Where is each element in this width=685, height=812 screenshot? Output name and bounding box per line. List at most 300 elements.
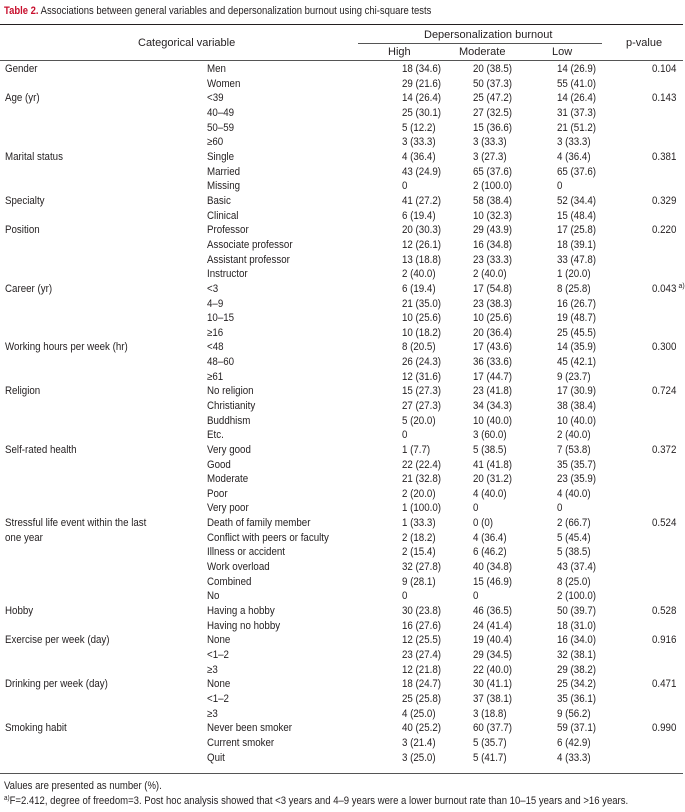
row-category [207,721,378,736]
row-variable [0,340,207,355]
cell-low-text: 4 (40.0) [557,487,591,500]
row-category-text: ≥3 [207,707,218,720]
cell-p-value [631,62,683,77]
cell-high [378,428,455,443]
cell-low-text: 5 (45.4) [557,531,591,544]
cell-p-value-text: 0.471 [652,678,677,691]
cell-p-value [631,619,683,634]
cell-low-text: 16 (34.0) [557,634,597,647]
row-category-text: Professor [207,224,249,237]
cell-high [378,648,455,663]
cell-moderate [455,340,539,355]
cell-low-text: 18 (31.0) [557,619,597,632]
cell-low-text: 38 (38.4) [557,400,597,413]
table-row [0,575,683,590]
cell-low [539,589,631,604]
cell-low [539,340,631,355]
row-category-text: ≥16 [207,326,224,339]
row-variable [0,692,207,707]
row-category-text: Having a hobby [207,604,275,617]
cell-high-text: 20 (30.3) [402,224,442,237]
cell-low [539,238,631,253]
row-category [207,297,378,312]
cell-low [539,297,631,312]
cell-p-value-text: 0.043 [652,282,677,295]
row-variable [0,443,207,458]
cell-moderate [455,545,539,560]
cell-low [539,399,631,414]
cell-low [539,106,631,121]
cell-p-value-text: 0.300 [652,341,677,354]
cell-low [539,135,631,150]
row-category [207,545,378,560]
row-category-text: No [207,590,220,603]
cell-moderate-text: 40 (34.8) [473,561,513,574]
row-category-text: Combined [207,575,252,588]
row-category-text: 40–49 [207,106,235,119]
row-variable [0,589,207,604]
row-variable [0,399,207,414]
row-variable-text: Working hours per week (hr) [5,341,128,354]
cell-moderate-text: 10 (32.3) [473,209,513,222]
cell-moderate [455,589,539,604]
cell-p-value [631,751,683,766]
cell-low [539,91,631,106]
cell-p-value [631,311,683,326]
cell-high-text: 12 (21.8) [402,663,442,676]
cell-low [539,443,631,458]
row-variable-text: Age (yr) [5,92,40,105]
cell-high [378,340,455,355]
header-moderate: Moderate [459,46,506,58]
cell-moderate-text: 25 (47.2) [473,92,513,105]
row-category [207,194,378,209]
row-category-text: Quit [207,751,225,764]
cell-high [378,589,455,604]
cell-p-value [631,604,683,619]
row-category [207,663,378,678]
row-category [207,619,378,634]
table-row [0,560,683,575]
cell-moderate-text: 5 (38.5) [473,443,507,456]
table-row [0,77,683,92]
cell-high [378,487,455,502]
table-row [0,663,683,678]
cell-p-value [631,399,683,414]
cell-moderate [455,121,539,136]
footnote-values: Values are presented as number (%). [4,780,162,792]
row-category-text: Associate professor [207,238,293,251]
header-high: High [388,46,411,58]
cell-high-text: 2 (20.0) [402,487,436,500]
cell-moderate [455,648,539,663]
cell-p-value-text: 0.372 [652,443,677,456]
row-variable [0,384,207,399]
row-variable-text: Smoking habit [5,722,67,735]
row-category [207,472,378,487]
table-row [0,340,683,355]
cell-p-value [631,165,683,180]
cell-moderate-text: 10 (25.6) [473,312,513,325]
row-variable [0,297,207,312]
cell-low [539,121,631,136]
row-category-text: Illness or accident [207,546,286,559]
cell-high-text: 29 (21.6) [402,77,442,90]
cell-moderate-text: 20 (38.5) [473,63,513,75]
cell-low-text: 32 (38.1) [557,648,597,661]
row-category-text: 50–59 [207,121,235,134]
row-variable [0,253,207,268]
table-row [0,633,683,648]
cell-low-text: 29 (38.2) [557,663,597,676]
row-variable [0,472,207,487]
table-row [0,619,683,634]
cell-high [378,106,455,121]
row-variable [0,677,207,692]
cell-moderate-text: 41 (41.8) [473,458,513,471]
cell-moderate-text: 36 (33.6) [473,356,513,369]
cell-low [539,458,631,473]
row-variable [0,516,207,531]
cell-low [539,267,631,282]
row-category [207,209,378,224]
table-title: Associations between general variables and depersonalization burnout using chi-square tests [38,5,432,17]
row-category [207,443,378,458]
cell-high-text: 0 [402,180,408,193]
cell-low-text: 35 (36.1) [557,692,597,705]
cell-low-text: 52 (34.4) [557,194,597,207]
row-variable [0,179,207,194]
cell-moderate-text: 0 [473,502,479,515]
table-row [0,311,683,326]
cell-high [378,501,455,516]
cell-low-text: 19 (48.7) [557,312,597,325]
cell-high [378,121,455,136]
cell-high [378,209,455,224]
cell-low-text: 4 (36.4) [557,150,591,163]
table-row [0,707,683,722]
row-variable-text: Gender [5,63,38,75]
cell-p-value [631,472,683,487]
row-category-text: Never been smoker [207,722,293,735]
row-variable [0,721,207,736]
cell-high-text: 4 (36.4) [402,150,436,163]
row-category-text: Clinical [207,209,239,222]
cell-moderate-text: 3 (60.0) [473,429,507,442]
row-category [207,121,378,136]
row-category-text: <1–2 [207,648,229,661]
cell-p-value-text: 0.528 [652,604,677,617]
row-variable-text: Position [5,224,40,237]
cell-moderate [455,355,539,370]
cell-low [539,648,631,663]
cell-low-text: 8 (25.0) [557,575,591,588]
cell-low [539,604,631,619]
cell-low-text: 31 (37.3) [557,106,597,119]
cell-low-text: 5 (38.5) [557,546,591,559]
cell-low-text: 14 (35.9) [557,341,597,354]
cell-p-value [631,238,683,253]
cell-moderate [455,692,539,707]
cell-moderate-text: 16 (34.8) [473,238,513,251]
row-variable [0,238,207,253]
cell-moderate [455,721,539,736]
table-row [0,326,683,341]
cell-p-value [631,589,683,604]
row-category [207,77,378,92]
header-depersonalization-burnout: Depersonalization burnout [424,29,553,41]
table-row [0,648,683,663]
cell-low-text: 21 (51.2) [557,121,597,134]
cell-moderate-text: 50 (37.3) [473,77,513,90]
row-variable [0,663,207,678]
cell-low-text: 18 (39.1) [557,238,597,251]
row-variable [0,370,207,385]
cell-low-text: 1 (20.0) [557,268,591,281]
cell-low-text: 7 (53.8) [557,443,591,456]
row-category-text: Buddhism [207,414,251,427]
row-category [207,428,378,443]
row-variable [0,751,207,766]
cell-low [539,77,631,92]
cell-low-text: 3 (33.3) [557,136,591,149]
cell-high [378,619,455,634]
cell-high [378,311,455,326]
cell-low-text: 15 (48.4) [557,209,597,222]
cell-high [378,253,455,268]
cell-high-text: 22 (22.4) [402,458,442,471]
row-variable [0,150,207,165]
row-category-text: ≥3 [207,663,218,676]
cell-high [378,135,455,150]
header-categorical-variable: Categorical variable [138,37,236,49]
cell-low-text: 0 [557,180,563,193]
cell-high-text: 1 (33.3) [402,517,436,530]
row-category-text: None [207,634,231,647]
cell-p-value [631,663,683,678]
cell-moderate [455,531,539,546]
cell-high-text: 0 [402,429,408,442]
table-row [0,209,683,224]
cell-high-text: 14 (26.4) [402,92,442,105]
cell-moderate [455,736,539,751]
row-variable [0,77,207,92]
cell-moderate [455,384,539,399]
cell-high [378,370,455,385]
cell-p-value-text: 0.916 [652,634,677,647]
cell-high-text: 41 (27.2) [402,194,442,207]
cell-high-text: 10 (18.2) [402,326,442,339]
cell-high-text: 1 (100.0) [402,502,442,515]
cell-high-text: 5 (20.0) [402,414,436,427]
cell-p-value [631,545,683,560]
row-category [207,692,378,707]
cell-high-text: 4 (25.0) [402,707,436,720]
cell-p-value [631,721,683,736]
row-category [207,267,378,282]
header-low: Low [552,46,573,58]
table-row [0,736,683,751]
cell-high [378,736,455,751]
table-row [0,545,683,560]
table-row [0,458,683,473]
cell-low [539,253,631,268]
table-row [0,384,683,399]
cell-moderate-text: 5 (41.7) [473,751,507,764]
cell-low-text: 23 (35.9) [557,473,597,486]
cell-moderate [455,135,539,150]
cell-p-value [631,633,683,648]
row-category-text: Work overload [207,561,270,574]
cell-p-value [631,501,683,516]
cell-p-value [631,135,683,150]
table-row [0,428,683,443]
cell-moderate-text: 3 (18.8) [473,707,507,720]
cell-moderate-text: 46 (36.5) [473,604,513,617]
cell-moderate-text: 4 (40.0) [473,487,507,500]
row-variable [0,633,207,648]
row-category-text: Basic [207,194,231,207]
cell-low [539,311,631,326]
cell-moderate [455,472,539,487]
cell-low-text: 17 (25.8) [557,224,597,237]
row-category [207,135,378,150]
cell-moderate-text: 6 (46.2) [473,546,507,559]
cell-p-value-text: 0.990 [652,722,677,735]
cell-moderate [455,209,539,224]
table-row [0,472,683,487]
row-category-text: Single [207,150,235,163]
cell-low [539,575,631,590]
row-variable [0,560,207,575]
row-variable [0,91,207,106]
cell-p-value-text: 0.381 [652,150,677,163]
cell-p-value-text: 0.104 [652,63,677,75]
row-category-text: Women [207,77,241,90]
cell-moderate [455,165,539,180]
cell-low-text: 2 (100.0) [557,590,597,603]
row-variable [0,267,207,282]
row-category-text: ≥61 [207,370,224,383]
row-category [207,604,378,619]
cell-moderate-text: 58 (38.4) [473,194,513,207]
row-variable [0,121,207,136]
cell-high-text: 5 (12.2) [402,121,436,134]
cell-high-text: 6 (19.4) [402,282,436,295]
cell-low [539,414,631,429]
cell-low [539,384,631,399]
row-category [207,677,378,692]
cell-p-value [631,487,683,502]
cell-low [539,165,631,180]
row-category [207,516,378,531]
cell-high [378,458,455,473]
row-category [207,223,378,238]
cell-moderate [455,223,539,238]
cell-moderate-text: 4 (36.4) [473,531,507,544]
table-row [0,355,683,370]
cell-high-text: 18 (24.7) [402,678,442,691]
cell-high-text: 0 [402,590,408,603]
p-value-footnote-marker: a) [678,282,685,290]
cell-high [378,326,455,341]
cell-p-value [631,443,683,458]
cell-moderate-text: 0 [473,590,479,603]
cell-high-text: 40 (25.2) [402,722,442,735]
cell-moderate [455,575,539,590]
table-row [0,370,683,385]
top-rule [0,24,683,25]
cell-high-text: 21 (35.0) [402,297,442,310]
cell-high [378,560,455,575]
cell-moderate [455,604,539,619]
cell-high [378,604,455,619]
cell-moderate-text: 60 (37.7) [473,722,513,735]
row-category-text: <48 [207,341,224,354]
cell-moderate [455,179,539,194]
row-category-text: Current smoker [207,736,275,749]
row-category-text: 48–60 [207,356,235,369]
cell-moderate [455,91,539,106]
cell-p-value [631,267,683,282]
cell-low [539,663,631,678]
cell-p-value [631,414,683,429]
cell-moderate-text: 29 (34.5) [473,648,513,661]
row-category [207,531,378,546]
cell-low [539,326,631,341]
cell-moderate [455,414,539,429]
cell-moderate [455,443,539,458]
cell-moderate [455,238,539,253]
row-variable [0,531,207,546]
cell-high [378,692,455,707]
cell-moderate [455,751,539,766]
row-variable [0,62,207,77]
cell-high-text: 2 (40.0) [402,268,436,281]
row-category-text: Married [207,165,241,178]
cell-moderate [455,501,539,516]
cell-p-value [631,340,683,355]
cell-p-value [631,428,683,443]
cell-low-text: 2 (66.7) [557,517,591,530]
footnote-a [4,795,628,807]
cell-low [539,370,631,385]
row-category [207,736,378,751]
cell-p-value [631,384,683,399]
cell-low [539,516,631,531]
cell-moderate-text: 17 (44.7) [473,370,513,383]
cell-low [539,633,631,648]
cell-low [539,751,631,766]
cell-low-text: 14 (26.9) [557,63,597,75]
cell-p-value [631,77,683,92]
row-category-text: None [207,678,231,691]
cell-p-value-text: 0.724 [652,385,677,398]
row-variable [0,707,207,722]
cell-p-value [631,297,683,312]
row-category [207,560,378,575]
cell-moderate [455,677,539,692]
cell-high [378,516,455,531]
cell-high [378,531,455,546]
row-variable-text: Exercise per week (day) [5,634,110,647]
row-category-text: Etc. [207,429,224,442]
row-category [207,150,378,165]
row-variable [0,223,207,238]
table-row [0,223,683,238]
row-category-text: Conflict with peers or faculty [207,531,329,544]
row-variable [0,501,207,516]
